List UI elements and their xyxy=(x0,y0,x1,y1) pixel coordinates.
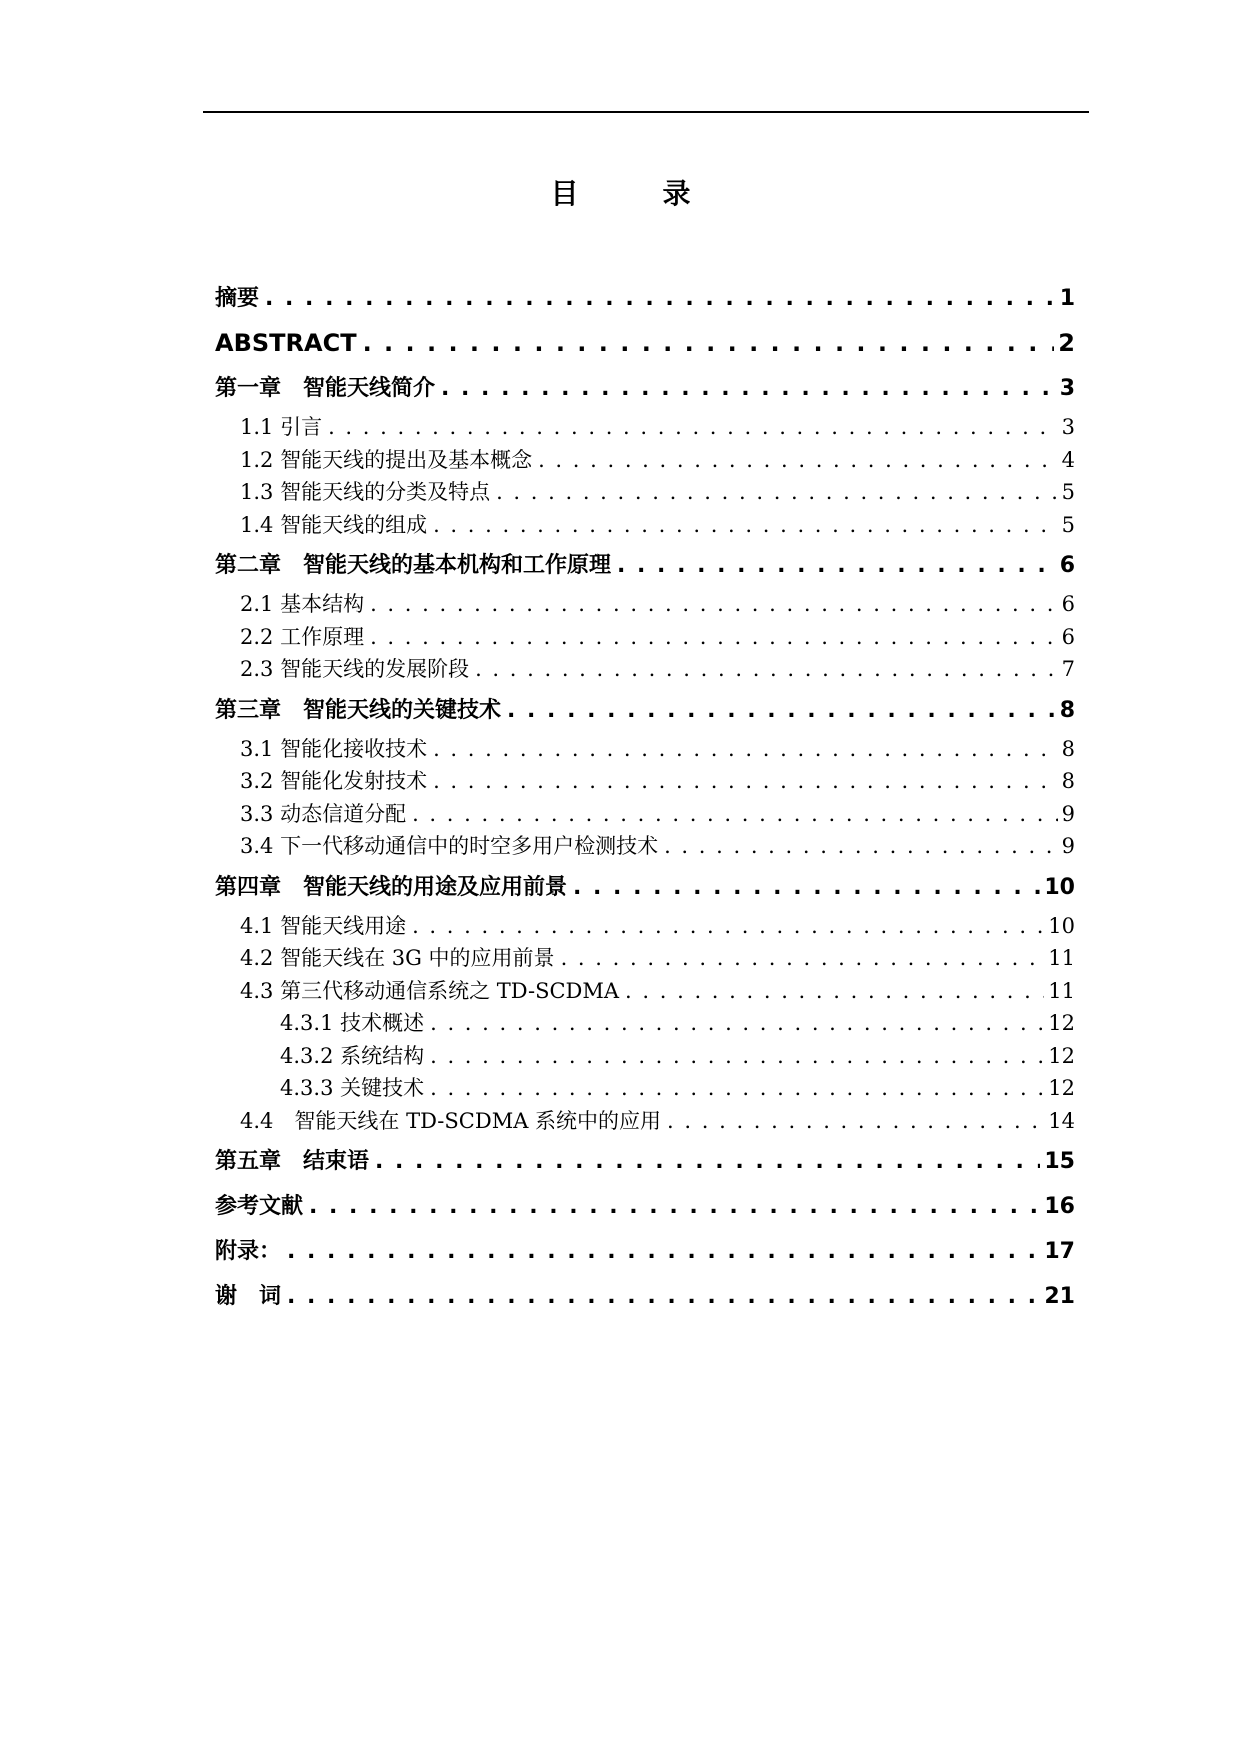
dot-leader xyxy=(430,1007,1044,1040)
toc-chapter-entry[interactable] xyxy=(215,282,1075,315)
toc-section-entry[interactable] xyxy=(215,975,1075,1008)
toc-entry-page-number: 14 xyxy=(1048,1108,1075,1133)
toc-section-entry[interactable] xyxy=(215,588,1075,621)
toc-entry-label: 第四章 智能天线的用途及应用前景 xyxy=(215,874,568,900)
toc-entry-label: 第三章 智能天线的关键技术 xyxy=(215,697,502,723)
toc-entry-label: 谢 词 xyxy=(215,1284,282,1309)
toc-entry-page-number: 7 xyxy=(1061,657,1075,681)
toc-section-entry[interactable] xyxy=(215,942,1075,975)
dot-leader xyxy=(328,411,1058,444)
toc-chapter-entry[interactable] xyxy=(215,1145,1075,1178)
toc-entry-page-number: 3 xyxy=(1059,376,1075,401)
dot-leader xyxy=(475,653,1058,686)
toc-title: 目 录 xyxy=(550,177,719,210)
toc-entry-page-number: 4 xyxy=(1061,447,1075,472)
dot-leader xyxy=(370,588,1058,621)
dot-leader xyxy=(561,942,1045,975)
toc-entry-label: 1.1 引言 xyxy=(240,415,323,439)
toc-entry-label: 4.3.1 技术概述 xyxy=(280,1011,425,1035)
toc-section-entry[interactable] xyxy=(215,411,1075,444)
toc-section-entry[interactable] xyxy=(215,444,1075,477)
toc-entry-page-number: 6 xyxy=(1059,553,1075,578)
toc-chapter-entry[interactable] xyxy=(215,871,1075,904)
dot-leader xyxy=(430,1040,1044,1073)
toc-section-entry[interactable] xyxy=(215,653,1075,686)
toc-entry-label: 1.2 智能天线的提出及基本概念 xyxy=(240,447,533,472)
toc-section-entry[interactable] xyxy=(215,476,1075,509)
toc-entry-page-number: 2 xyxy=(1058,329,1075,357)
toc-entry-label: 4.3 第三代移动通信系统之 TD-SCDMA xyxy=(240,978,620,1003)
toc-entry-label: 附录： xyxy=(215,1239,282,1264)
dot-leader xyxy=(625,975,1044,1008)
toc-section-group xyxy=(215,411,1075,541)
toc-entry-label: 第一章 智能天线简介 xyxy=(215,376,436,401)
dot-leader xyxy=(507,694,1056,727)
dot-leader xyxy=(441,372,1056,405)
toc-section-entry[interactable] xyxy=(215,509,1075,542)
toc-entry-page-number: 12 xyxy=(1048,1076,1075,1100)
toc-entry-label: 4.3.2 系统结构 xyxy=(280,1043,425,1068)
toc-entry-label: 3.3 动态信道分配 xyxy=(240,801,407,826)
dot-leader xyxy=(433,765,1058,798)
toc-entry-label: 第五章 结束语 xyxy=(215,1149,370,1174)
toc-section-group xyxy=(215,733,1075,863)
toc-entry-page-number: 5 xyxy=(1061,512,1075,537)
toc-chapter-entry[interactable] xyxy=(215,1190,1075,1223)
dot-leader xyxy=(496,476,1058,509)
dot-leader xyxy=(430,1072,1044,1105)
toc-chapter-entry[interactable] xyxy=(215,1280,1075,1313)
toc-entry-page-number: 11 xyxy=(1048,946,1075,970)
toc-entry-page-number: 12 xyxy=(1048,1011,1075,1035)
toc-entry-label: 第二章 智能天线的基本机构和工作原理 xyxy=(215,553,612,578)
toc-section-entry[interactable] xyxy=(215,765,1075,798)
toc-entry-page-number: 6 xyxy=(1061,624,1075,649)
dot-leader xyxy=(617,549,1056,582)
toc-entry-label: 3.1 智能化接收技术 xyxy=(240,736,428,761)
toc-entry-label: 3.2 智能化发射技术 xyxy=(240,769,428,793)
toc-entry-page-number: 16 xyxy=(1044,1194,1075,1219)
dot-leader xyxy=(412,798,1058,831)
toc-entry-page-number: 3 xyxy=(1061,415,1075,439)
toc-entry-label: 2.1 基本结构 xyxy=(240,592,365,616)
toc-entry-page-number: 8 xyxy=(1061,736,1075,761)
toc-entry-label: 4.1 智能天线用途 xyxy=(240,913,407,938)
toc-entry-page-number: 6 xyxy=(1061,592,1075,616)
toc-entry-page-number: 1 xyxy=(1059,286,1075,311)
toc-subsection-entry[interactable] xyxy=(215,1072,1075,1105)
toc-section-group xyxy=(215,910,1075,1138)
toc-entry-label: 4.3.3 关键技术 xyxy=(280,1076,425,1100)
toc-section-entry[interactable] xyxy=(215,733,1075,766)
dot-leader xyxy=(664,830,1058,863)
toc-entry-page-number: 17 xyxy=(1044,1239,1075,1264)
toc-chapter-entry[interactable] xyxy=(215,372,1075,405)
toc-section-entry[interactable] xyxy=(215,830,1075,863)
toc-subsection-entry[interactable] xyxy=(215,1007,1075,1040)
toc-entry-label: 2.3 智能天线的发展阶段 xyxy=(240,657,470,681)
dot-leader xyxy=(667,1105,1044,1138)
toc-chapter-entry[interactable] xyxy=(215,694,1075,727)
toc-entry-label: 2.2 工作原理 xyxy=(240,624,365,649)
dot-leader xyxy=(573,871,1040,904)
toc-entry-page-number: 11 xyxy=(1048,978,1075,1003)
toc-entry-page-number: 8 xyxy=(1059,697,1075,723)
dot-leader xyxy=(309,1190,1040,1223)
dot-leader xyxy=(363,327,1055,360)
toc-entry-page-number: 15 xyxy=(1044,1149,1075,1174)
toc-entry-page-number: 5 xyxy=(1061,480,1075,504)
dot-leader xyxy=(412,910,1044,943)
dot-leader xyxy=(370,621,1058,654)
dot-leader xyxy=(433,509,1058,542)
table-of-contents xyxy=(215,282,1075,1325)
toc-chapter-entry[interactable] xyxy=(215,327,1075,360)
toc-entry-page-number: 9 xyxy=(1061,801,1075,826)
toc-entry-label: 摘要 xyxy=(215,286,260,311)
toc-section-group xyxy=(215,588,1075,686)
dot-leader xyxy=(375,1145,1040,1178)
toc-entry-label: 4.2 智能天线在 3G 中的应用前景 xyxy=(240,946,555,970)
toc-section-entry[interactable] xyxy=(215,1105,1075,1138)
toc-section-entry[interactable] xyxy=(215,621,1075,654)
toc-section-entry[interactable] xyxy=(215,798,1075,831)
dot-leader xyxy=(265,282,1056,315)
toc-entry-label: 参考文献 xyxy=(215,1194,304,1219)
toc-chapter-entry[interactable] xyxy=(215,549,1075,582)
toc-entry-page-number: 8 xyxy=(1061,769,1075,793)
toc-entry-label: 1.4 智能天线的组成 xyxy=(240,512,428,537)
dot-leader xyxy=(287,1280,1040,1313)
dot-leader xyxy=(287,1235,1040,1268)
header-rule xyxy=(203,111,1089,113)
toc-entry-label: 3.4 下一代移动通信中的时空多用户检测技术 xyxy=(240,834,659,858)
toc-entry-page-number: 12 xyxy=(1048,1043,1075,1068)
toc-entry-page-number: 10 xyxy=(1044,874,1075,900)
toc-entry-page-number: 10 xyxy=(1048,913,1075,938)
toc-entry-page-number: 21 xyxy=(1044,1284,1075,1309)
toc-entry-label: 1.3 智能天线的分类及特点 xyxy=(240,480,491,504)
toc-subsection-entry[interactable] xyxy=(215,1040,1075,1073)
toc-entry-label: ABSTRACT xyxy=(215,329,357,357)
toc-entry-page-number: 9 xyxy=(1061,834,1075,858)
dot-leader xyxy=(538,444,1058,477)
toc-entry-label: 4.4 智能天线在 TD-SCDMA 系统中的应用 xyxy=(240,1108,662,1133)
dot-leader xyxy=(433,733,1058,766)
toc-section-entry[interactable] xyxy=(215,910,1075,943)
toc-chapter-entry[interactable] xyxy=(215,1235,1075,1268)
